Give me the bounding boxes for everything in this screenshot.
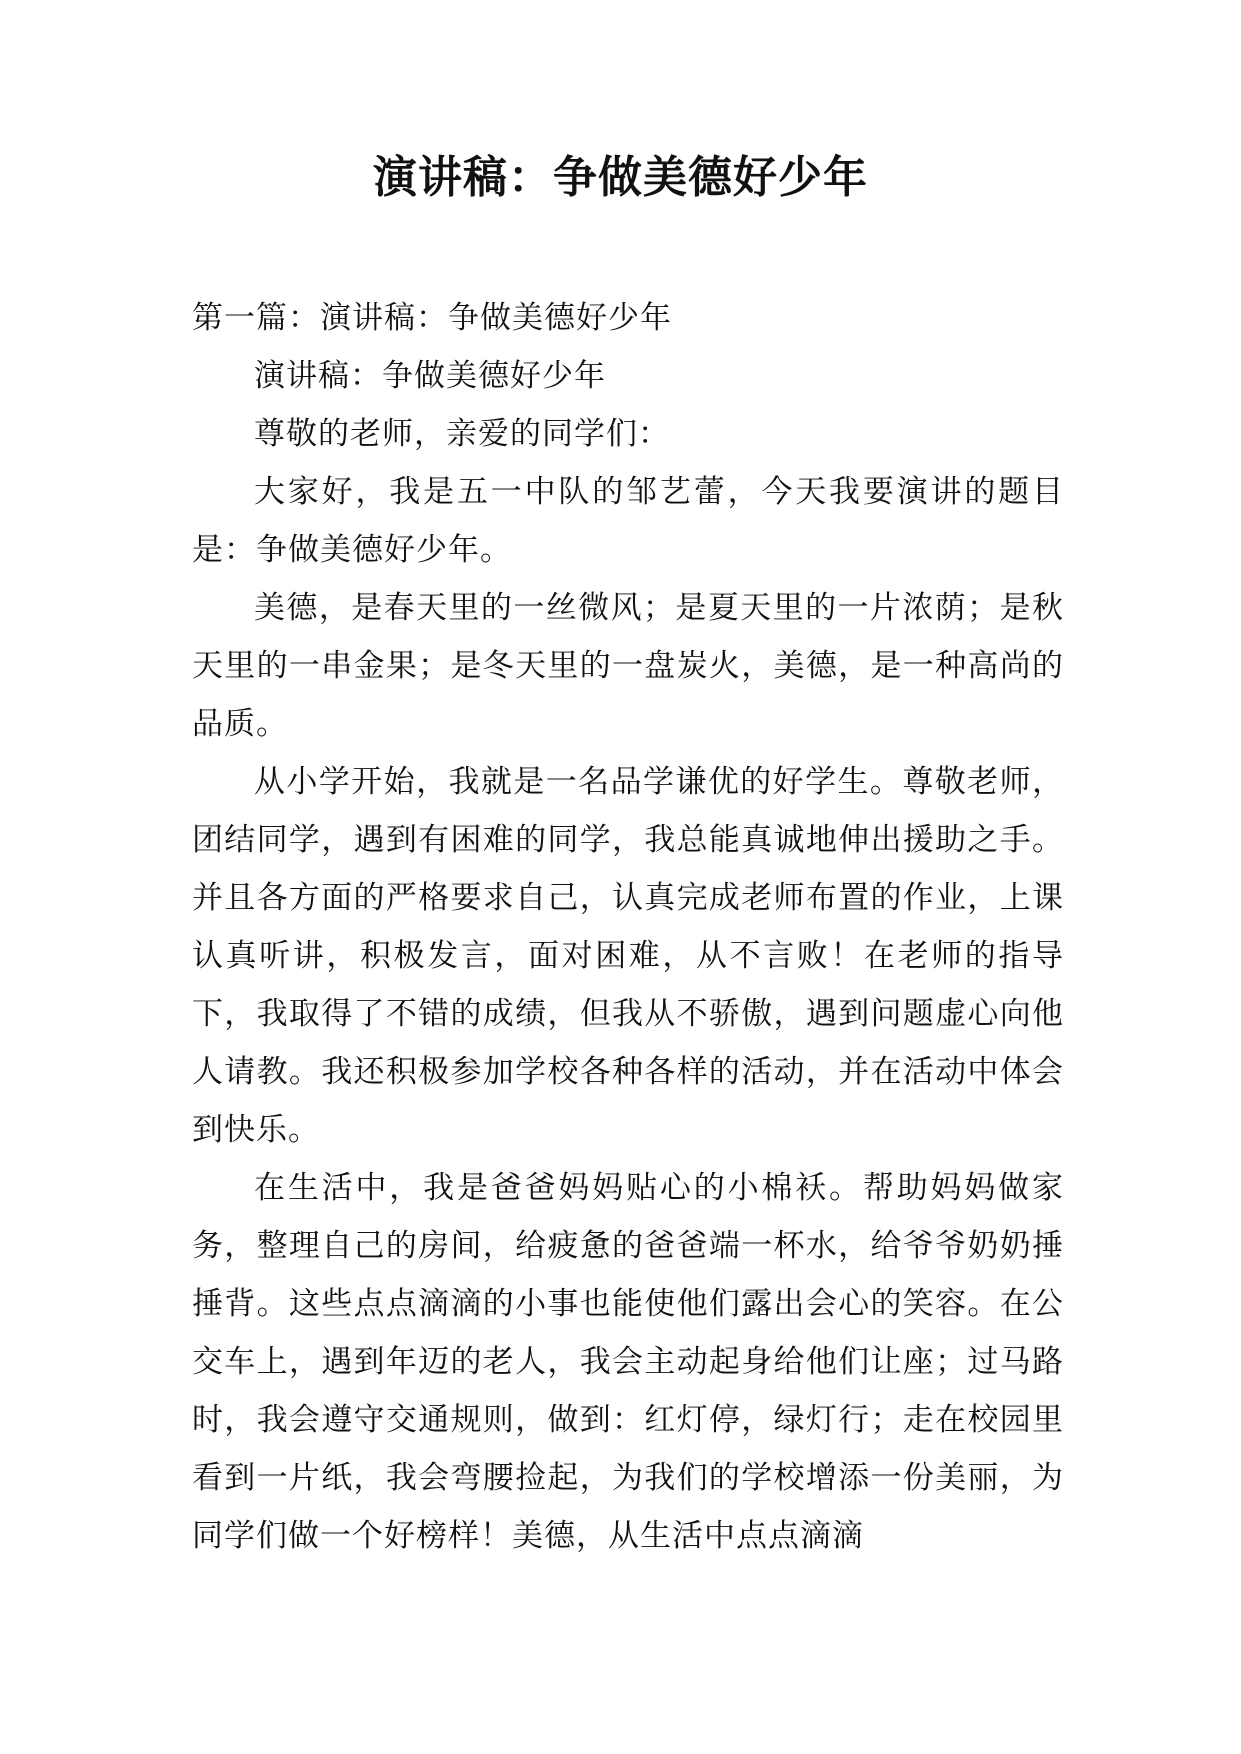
paragraph: 美德，是春天里的一丝微风；是夏天里的一片浓荫；是秋天里的一串金果；是冬天里的一盘炭火，美德，是一种高尚的品质。 [192,590,1064,742]
document-title: 演讲稿：争做美德好少年 [373,152,868,203]
paragraph: 大家好，我是五一中队的邹艺蕾，今天我要演讲的题目是：争做美德好少年。 [192,474,1064,568]
document-body [192,289,1064,1565]
paragraph: 从小学开始，我就是一名品学谦优的好学生。尊敬老师，团结同学，遇到有困难的同学，我总能真诚地伸出援助之手。并且各方面的严格要求自己，认真完成老师布置的作业，上课认真听讲，积极发言，面对困难，从不言败！在老师的指导下，我取得了不错的成绩，但我从不骄傲，遇到问题虚心向他人请教。我还积极参加学校各种各样的活动，并在活动中体会到快乐。 [192,764,1064,1148]
salutation: 尊敬的老师，亲爱的同学们： [254,416,670,452]
speech-title: 演讲稿：争做美德好少年 [254,358,606,394]
section-heading: 第一篇：演讲稿：争做美德好少年 [192,300,672,336]
paragraph: 在生活中，我是爸爸妈妈贴心的小棉袄。帮助妈妈做家务，整理自己的房间，给疲惫的爸爸端一杯水，给爷爷奶奶捶捶背。这些点点滴滴的小事也能使他们露出会心的笑容。在公交车上，遇到年迈的老人，我会主动起身给他们让座；过马路时，我会遵守交通规则，做到：红灯停，绿灯行；走在校园里看到一片纸，我会弯腰捡起，为我们的学校增添一份美丽，为同学们做一个好榜样！美德，从生活中点点滴滴 [192,1170,1064,1554]
